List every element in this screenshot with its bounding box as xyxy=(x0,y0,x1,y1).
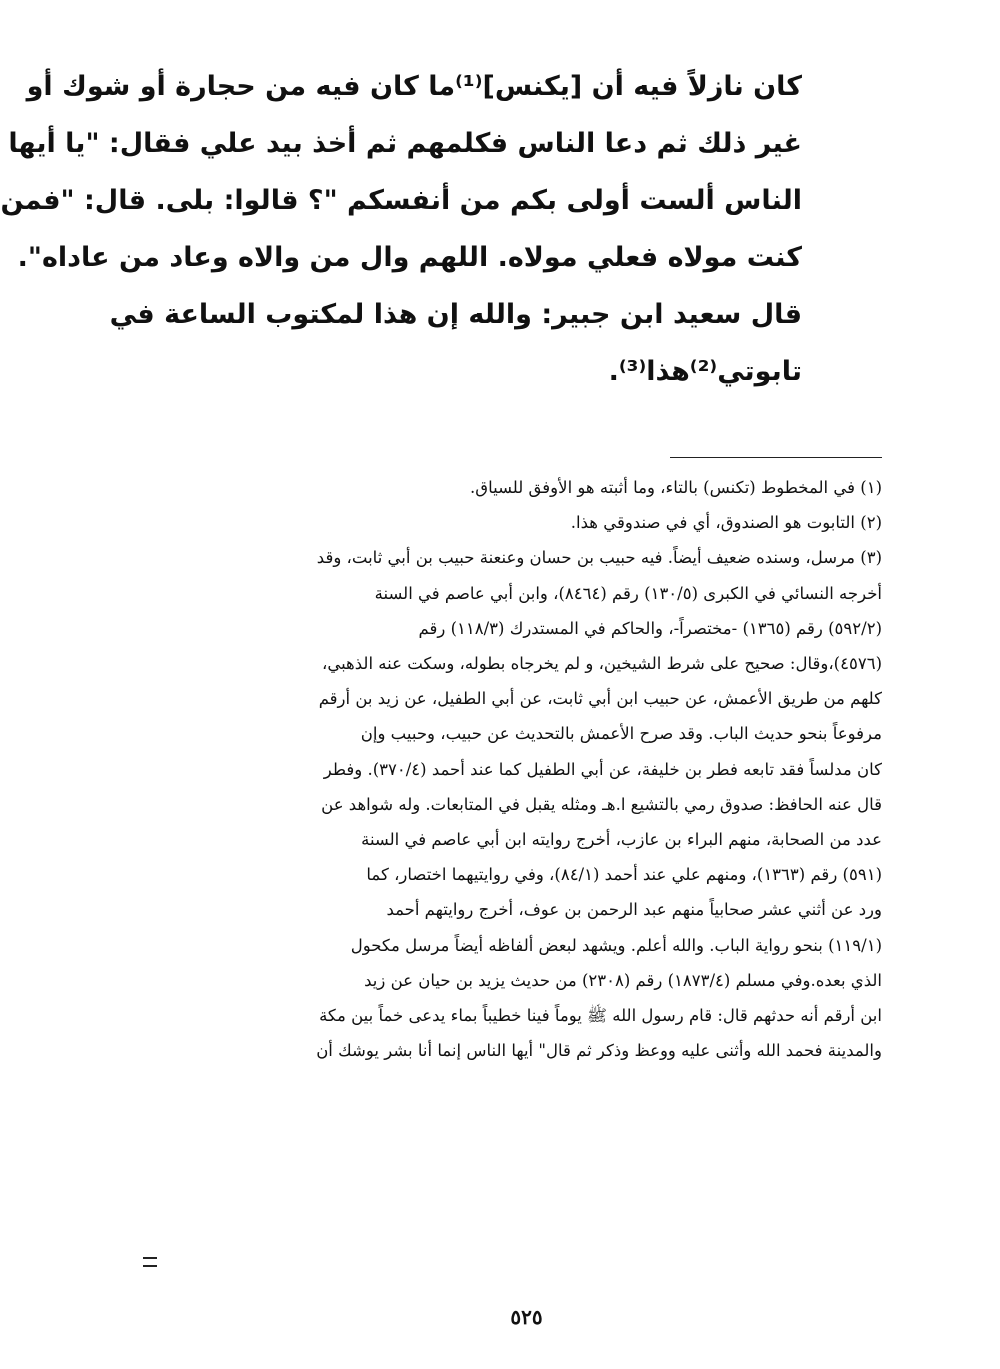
footnote-3-line: ورد عن أثني عشر صحابياً منهم عبد الرحمن بن عوف، أخرج روايتهم أحمد xyxy=(386,900,882,920)
main-text-line: الناس ألست أولى بكم من أنفسكم "؟ قالوا: بلى. قال: "فمن xyxy=(0,185,802,216)
main-text-block xyxy=(0,58,802,400)
footnote-3-line: عدد من الصحابة، منهم البراء بن عازب، أخرج روايته ابن أبي عاصم في السنة xyxy=(361,830,882,850)
main-text-line: كنت مولاه فعلي مولاه. اللهم وال من والاه وعاد من عاداه". xyxy=(17,242,802,273)
footnotes-block xyxy=(162,470,882,1068)
footnote-3-line: أخرجه النسائي في الكبرى (١٣٠/٥) رقم (٨٤٦٤)، وابن أبي عاصم في السنة xyxy=(374,583,882,603)
continuation-mark xyxy=(143,1257,157,1267)
footnote-2: (٢) التابوت هو الصندوق، أي في صندوقي هذا. xyxy=(570,513,882,533)
footnote-3: (٣) مرسل، وسنده ضعيف أيضاً. فيه حبيب بن حسان وعنعنة حبيب بن أبي ثابت، وقد xyxy=(316,548,882,568)
main-text-line: كان نازلاً فيه أن [يكنس]⁽¹⁾ما كان فيه من حجارة أو شوك أو xyxy=(26,71,802,102)
footnote-3-line: (٤٥٧٦)،وقال: صحيح على شرط الشيخين، و لم يخرجاه بطوله، وسكت عنه الذهبي، xyxy=(322,654,882,674)
footnote-separator xyxy=(670,457,882,458)
footnote-3-line: كلهم من طريق الأعمش، عن حبيب ابن أبي ثابت، عن أبي الطفيل، عن زيد بن أرقم xyxy=(318,689,882,709)
footnote-1: (١) في المخطوط (تكنس) بالتاء، وما أثبته هو الأوفق للسياق. xyxy=(470,478,882,497)
footnote-3-line: قال عنه الحافظ: صدوق رمي بالتشيع ا.هـ ومثله يقبل في المتابعات. وله شواهد عن xyxy=(321,794,882,814)
main-text-line: تابوتي⁽²⁾هذا⁽³⁾. xyxy=(608,356,802,387)
footnote-3-line: مرفوعاً بنحو حديث الباب. وقد صرح الأعمش بالتحديث عن حبيب، وحبيب وإن xyxy=(360,724,882,744)
footnote-3-line: (٥٩٢/٢) رقم (١٣٦٥) -مختصراً-، والحاكم في المستدرك (١١٨/٣) رقم xyxy=(418,618,882,638)
footnote-3-line: والمدينة فحمد الله وأثنى عليه ووعظ وذكر ثم قال" أيها الناس إنما أنا بشر يوشك أن xyxy=(316,1041,882,1061)
footnote-3-line: ابن أرقم أنه حدثهم قال: قام رسول الله ﷺ يوماً فينا خطيباً بماء يدعى خماً بين مكة xyxy=(319,1006,882,1026)
main-text-line: قال سعيد ابن جبير: والله إن هذا لمكتوب الساعة في xyxy=(109,299,802,330)
footnote-3-line: الذي بعده.وفي مسلم (١٨٧٣/٤) رقم (٢٣٠٨) من حديث يزيد بن حيان عن زيد xyxy=(364,970,882,990)
footnote-3-line: (٥٩١) رقم (١٣٦٣)، ومنهم علي عند أحمد (٨٤/١)، وفي روايتيهما اختصار، كما xyxy=(366,865,882,885)
page-number: ٥٢٥ xyxy=(510,1305,543,1329)
footnote-3-line: (١١٩/١) بنحو رواية الباب. والله أعلم. ويشهد لبعض ألفاظه أيضاً مرسل مكحول xyxy=(350,935,882,955)
footnote-3-line: كان مدلساً فقد تابعه فطر بن خليفة، عن أبي الطفيل كما عند أحمد (٣٧٠/٤). وفطر xyxy=(323,759,882,779)
main-text-line: غير ذلك ثم دعا الناس فكلمهم ثم أخذ بيد علي فقال: "يا أيها xyxy=(8,128,802,159)
